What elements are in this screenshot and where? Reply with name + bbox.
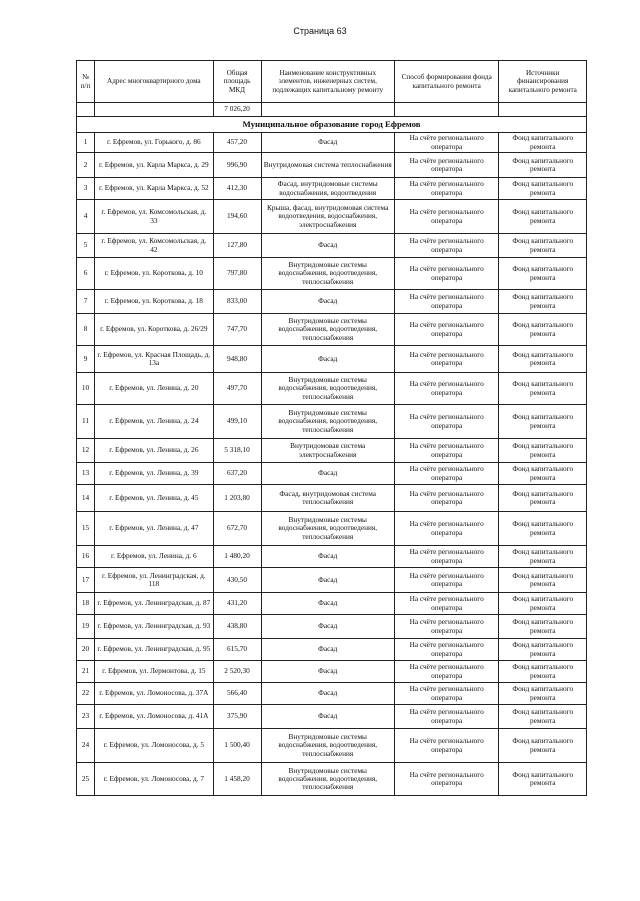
row-source: Фонд капитального ремонта xyxy=(499,346,587,373)
row-source: Фонд капитального ремонта xyxy=(499,178,587,200)
row-area: 566,40 xyxy=(213,683,261,705)
row-method: На счёте регионального оператора xyxy=(394,373,499,405)
row-source: Фонд капитального ремонта xyxy=(499,234,587,258)
row-works: Внутридомовые системы водоснабжения, водоотведения, теплоснабжения xyxy=(261,373,394,405)
row-source: Фонд капитального ремонта xyxy=(499,568,587,593)
row-address: г. Ефремов, ул. Лермонтова, д. 15 xyxy=(95,661,213,683)
row-area: 797,80 xyxy=(213,258,261,290)
table-row xyxy=(77,485,587,512)
table-row xyxy=(77,463,587,485)
row-source: Фонд капитального ремонта xyxy=(499,463,587,485)
row-method: На счёте регионального оператора xyxy=(394,615,499,639)
row-works: Фасад xyxy=(261,463,394,485)
row-address: г. Ефремов, ул. Ленина, д. 26 xyxy=(95,439,213,463)
row-method: На счёте регионального оператора xyxy=(394,463,499,485)
row-address: г. Ефремов, ул. Ленинградская, д. 87 xyxy=(95,593,213,615)
section-row xyxy=(77,117,587,133)
table-row xyxy=(77,439,587,463)
row-method: На счёте регионального оператора xyxy=(394,405,499,439)
row-area: 1 458,20 xyxy=(213,763,261,796)
row-source: Фонд капитального ремонта xyxy=(499,133,587,153)
row-works: Внутридомовая система теплоснабжения xyxy=(261,153,394,178)
row-area: 412,30 xyxy=(213,178,261,200)
row-method: На счёте регионального оператора xyxy=(394,439,499,463)
table-row xyxy=(77,153,587,178)
row-source: Фонд капитального ремонта xyxy=(499,729,587,763)
row-source: Фонд капитального ремонта xyxy=(499,290,587,314)
row-area: 948,80 xyxy=(213,346,261,373)
row-number: 18 xyxy=(77,593,95,615)
row-source: Фонд капитального ремонта xyxy=(499,763,587,796)
row-address: г. Ефремов, ул. Горького, д. 86 xyxy=(95,133,213,153)
row-area: 1 203,80 xyxy=(213,485,261,512)
row-works: Фасад xyxy=(261,705,394,729)
row-area: 499,10 xyxy=(213,405,261,439)
table-row xyxy=(77,290,587,314)
row-address: г. Ефремов, ул. Короткова, д. 18 xyxy=(95,290,213,314)
row-works: Фасад xyxy=(261,290,394,314)
row-method: На счёте регионального оператора xyxy=(394,314,499,346)
row-source: Фонд капитального ремонта xyxy=(499,258,587,290)
section-title: Муниципальное образование город Ефремов xyxy=(77,117,587,133)
row-area: 996,90 xyxy=(213,153,261,178)
row-method: На счёте регионального оператора xyxy=(394,639,499,661)
total-area: 7 026,20 xyxy=(213,103,261,117)
row-works: Фасад xyxy=(261,234,394,258)
row-source: Фонд капитального ремонта xyxy=(499,485,587,512)
row-works: Внутридомовые системы водоснабжения, водоотведения, теплоснабжения xyxy=(261,405,394,439)
page-number: Страница 63 xyxy=(293,26,347,36)
row-address: г. Ефремов, ул. Ленина, д. 20 xyxy=(95,373,213,405)
row-source: Фонд капитального ремонта xyxy=(499,683,587,705)
capital-repair-table xyxy=(76,60,587,796)
table-row xyxy=(77,639,587,661)
row-address: г. Ефремов, ул. Ленина, д. 39 xyxy=(95,463,213,485)
row-area: 637,20 xyxy=(213,463,261,485)
row-area: 430,50 xyxy=(213,568,261,593)
row-works: Фасад xyxy=(261,593,394,615)
row-method: На счёте регионального оператора xyxy=(394,200,499,234)
table-row xyxy=(77,405,587,439)
row-works: Фасад xyxy=(261,568,394,593)
row-area: 2 520,30 xyxy=(213,661,261,683)
row-works: Внутридомовые системы водоснабжения, водоотведения, теплоснабжения xyxy=(261,258,394,290)
row-number: 12 xyxy=(77,439,95,463)
row-works: Внутридомовая система электроснабжения xyxy=(261,439,394,463)
row-source: Фонд капитального ремонта xyxy=(499,405,587,439)
header-num: № п/п xyxy=(77,61,95,103)
row-area: 1 500,40 xyxy=(213,729,261,763)
header-area: Общая площадь МКД xyxy=(213,61,261,103)
row-area: 497,70 xyxy=(213,373,261,405)
row-works: Внутридомовые системы водоснабжения, водоотведения, теплоснабжения xyxy=(261,763,394,796)
row-method: На счёте регионального оператора xyxy=(394,729,499,763)
row-area: 194,60 xyxy=(213,200,261,234)
row-area: 5 318,10 xyxy=(213,439,261,463)
row-works: Фасад xyxy=(261,546,394,568)
row-area: 438,80 xyxy=(213,615,261,639)
table-row xyxy=(77,258,587,290)
table-row xyxy=(77,615,587,639)
row-area: 431,20 xyxy=(213,593,261,615)
row-address: г. Ефремов, ул. Ленина, д. 24 xyxy=(95,405,213,439)
row-address: г. Ефремов, ул. Ленинградская, д. 95 xyxy=(95,639,213,661)
row-number: 5 xyxy=(77,234,95,258)
table-row xyxy=(77,314,587,346)
row-source: Фонд капитального ремонта xyxy=(499,615,587,639)
row-number: 16 xyxy=(77,546,95,568)
row-address: г. Ефремов, ул. Комсомольская, д. 42 xyxy=(95,234,213,258)
table-row xyxy=(77,200,587,234)
row-works: Фасад, внутридомовые системы водоснабжения, водоотведения xyxy=(261,178,394,200)
row-number: 2 xyxy=(77,153,95,178)
row-method: На счёте регионального оператора xyxy=(394,705,499,729)
row-method: На счёте регионального оператора xyxy=(394,593,499,615)
row-works: Внутридомовые системы водоснабжения, водоотведения, теплоснабжения xyxy=(261,314,394,346)
total-row xyxy=(77,103,587,117)
row-number: 22 xyxy=(77,683,95,705)
row-area: 1 480,20 xyxy=(213,546,261,568)
row-address: г. Ефремов, ул. Ломоносова, д. 7 xyxy=(95,763,213,796)
header-works: Наименование конструктивных элементов, инженерных систем, подлежащих капитальному ремонту xyxy=(261,61,394,103)
row-area: 457,20 xyxy=(213,133,261,153)
row-works: Внутридомовые системы водоснабжения, водоотведения, теплоснабжения xyxy=(261,729,394,763)
row-works: Фасад xyxy=(261,683,394,705)
row-method: На счёте регионального оператора xyxy=(394,290,499,314)
row-address: г. Ефремов, ул. Ломоносова, д. 5 xyxy=(95,729,213,763)
table-row xyxy=(77,373,587,405)
row-works: Фасад xyxy=(261,639,394,661)
row-source: Фонд капитального ремонта xyxy=(499,373,587,405)
row-area: 375,90 xyxy=(213,705,261,729)
table-body xyxy=(77,103,587,796)
table-row xyxy=(77,683,587,705)
row-number: 1 xyxy=(77,133,95,153)
row-works: Внутридомовые системы водоснабжения, водоотведения, теплоснабжения xyxy=(261,512,394,546)
row-address: г. Ефремов, ул. Ломоносова, д. 37А xyxy=(95,683,213,705)
row-source: Фонд капитального ремонта xyxy=(499,639,587,661)
row-address: г. Ефремов, ул. Красная Площадь, д. 13а xyxy=(95,346,213,373)
table-row xyxy=(77,512,587,546)
row-method: На счёте регионального оператора xyxy=(394,258,499,290)
row-method: На счёте регионального оператора xyxy=(394,485,499,512)
row-method: На счёте регионального оператора xyxy=(394,346,499,373)
row-method: На счёте регионального оператора xyxy=(394,234,499,258)
row-method: На счёте регионального оператора xyxy=(394,546,499,568)
row-area: 672,70 xyxy=(213,512,261,546)
row-number: 17 xyxy=(77,568,95,593)
row-works: Фасад xyxy=(261,661,394,683)
row-source: Фонд капитального ремонта xyxy=(499,153,587,178)
table-row xyxy=(77,763,587,796)
row-area: 615,70 xyxy=(213,639,261,661)
row-source: Фонд капитального ремонта xyxy=(499,439,587,463)
row-method: На счёте регионального оператора xyxy=(394,763,499,796)
header-method: Способ формирования фонда капитального ремонта xyxy=(394,61,499,103)
row-address: г. Ефремов, ул. Короткова, д. 26/29 xyxy=(95,314,213,346)
table-row xyxy=(77,729,587,763)
table-row xyxy=(77,593,587,615)
row-address: г. Ефремов, ул. Ленина, д. 45 xyxy=(95,485,213,512)
row-number: 14 xyxy=(77,485,95,512)
row-number: 25 xyxy=(77,763,95,796)
row-method: На счёте регионального оператора xyxy=(394,683,499,705)
row-source: Фонд капитального ремонта xyxy=(499,705,587,729)
row-address: г. Ефремов, ул. Короткова, д. 10 xyxy=(95,258,213,290)
row-source: Фонд капитального ремонта xyxy=(499,661,587,683)
row-method: На счёте регионального оператора xyxy=(394,178,499,200)
row-address: г. Ефремов, ул. Ломоносова, д. 41А xyxy=(95,705,213,729)
row-method: На счёте регионального оператора xyxy=(394,568,499,593)
table-row xyxy=(77,661,587,683)
row-number: 8 xyxy=(77,314,95,346)
row-address: г. Ефремов, ул. Ленинградская, д. 93 xyxy=(95,615,213,639)
row-source: Фонд капитального ремонта xyxy=(499,314,587,346)
row-number: 13 xyxy=(77,463,95,485)
row-number: 15 xyxy=(77,512,95,546)
row-number: 23 xyxy=(77,705,95,729)
row-number: 6 xyxy=(77,258,95,290)
table-row xyxy=(77,234,587,258)
row-works: Фасад xyxy=(261,615,394,639)
header-source: Источники финансирования капитального ремонта xyxy=(499,61,587,103)
row-method: На счёте регионального оператора xyxy=(394,512,499,546)
row-works: Фасад, внутридомовая система теплоснабжения xyxy=(261,485,394,512)
row-area: 127,80 xyxy=(213,234,261,258)
row-method: На счёте регионального оператора xyxy=(394,661,499,683)
row-address: г. Ефремов, ул. Комсомольская, д. 33 xyxy=(95,200,213,234)
table-row xyxy=(77,346,587,373)
row-number: 20 xyxy=(77,639,95,661)
row-number: 11 xyxy=(77,405,95,439)
table-row xyxy=(77,133,587,153)
row-number: 7 xyxy=(77,290,95,314)
row-number: 24 xyxy=(77,729,95,763)
row-number: 19 xyxy=(77,615,95,639)
row-number: 21 xyxy=(77,661,95,683)
table-row xyxy=(77,178,587,200)
table-row xyxy=(77,546,587,568)
header-address: Адрес многоквартирного дома xyxy=(95,61,213,103)
row-works: Фасад xyxy=(261,346,394,373)
table-header-row xyxy=(77,61,587,103)
row-method: На счёте регионального оператора xyxy=(394,133,499,153)
row-address: г. Ефремов, ул. Карла Маркса, д. 29 xyxy=(95,153,213,178)
row-address: г. Ефремов, ул. Ленина, д. 6 xyxy=(95,546,213,568)
table-row xyxy=(77,568,587,593)
row-area: 747,70 xyxy=(213,314,261,346)
row-works: Крыша, фасад, внутридомовая система водоотведения, водоснабжения, электроснабжения xyxy=(261,200,394,234)
row-number: 3 xyxy=(77,178,95,200)
row-method: На счёте регионального оператора xyxy=(394,153,499,178)
table-row xyxy=(77,705,587,729)
row-source: Фонд капитального ремонта xyxy=(499,546,587,568)
row-source: Фонд капитального ремонта xyxy=(499,593,587,615)
row-number: 10 xyxy=(77,373,95,405)
row-number: 4 xyxy=(77,200,95,234)
row-address: г. Ефремов, ул. Ленинградская, д. 118 xyxy=(95,568,213,593)
row-works: Фасад xyxy=(261,133,394,153)
row-source: Фонд капитального ремонта xyxy=(499,512,587,546)
row-source: Фонд капитального ремонта xyxy=(499,200,587,234)
row-address: г. Ефремов, ул. Ленина, д. 47 xyxy=(95,512,213,546)
row-number: 9 xyxy=(77,346,95,373)
row-area: 833,00 xyxy=(213,290,261,314)
row-address: г. Ефремов, ул. Карла Маркса, д. 52 xyxy=(95,178,213,200)
